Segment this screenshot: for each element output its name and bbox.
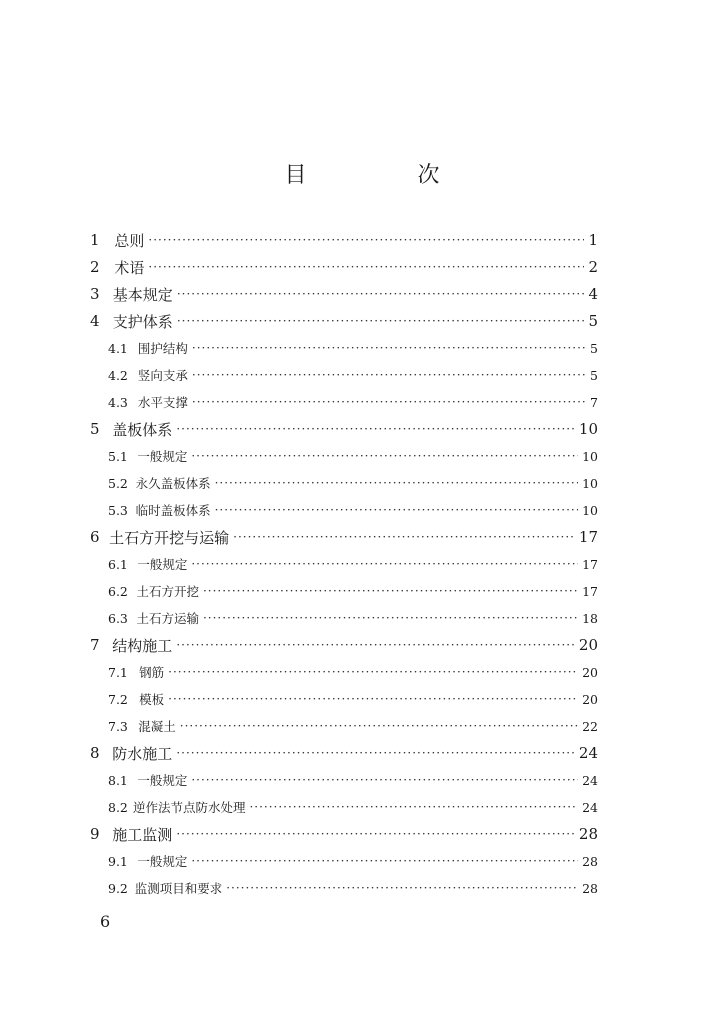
toc-entry-number: 1: [90, 231, 100, 249]
toc-leader-dots: [148, 255, 584, 279]
toc-entry-title: 土石方开挖: [136, 584, 199, 599]
toc-entry-number: 7.3: [108, 718, 128, 734]
toc-entry: [108, 552, 598, 576]
toc-entry-number: 9.2: [108, 880, 128, 896]
toc-entry-number: 5.2: [108, 475, 128, 491]
toc-entry-page: 10: [582, 475, 598, 491]
toc-entry-title: 支护体系: [112, 312, 173, 331]
toc-leader-dots: [215, 471, 578, 495]
toc-entry: [108, 795, 598, 819]
toc-entry-title: 混凝土: [138, 719, 176, 734]
toc-entry-number: 5: [90, 420, 100, 438]
toc-leader-dots: [177, 282, 585, 306]
toc-entry-page: 10: [582, 502, 598, 518]
toc-entry-page: 28: [582, 880, 598, 896]
toc-entry-title: 模板: [139, 692, 165, 707]
toc-entry-title: 施工监测: [112, 825, 173, 844]
page-title: 目 次: [284, 163, 492, 188]
page-number: 6: [100, 912, 111, 931]
toc-entry-number: 4.1: [108, 340, 128, 356]
toc-entry: [108, 336, 598, 360]
toc-entry: [108, 444, 598, 468]
toc-entry: [108, 687, 598, 711]
toc-entry-title: 一般规定: [137, 449, 188, 464]
toc-entry-page: 28: [582, 853, 598, 869]
toc-entry-title: 监测项目和要求: [134, 881, 223, 896]
toc-entry-page: 24: [582, 799, 598, 815]
toc-leader-dots: [168, 687, 578, 711]
toc-leader-dots: [176, 417, 575, 441]
toc-entry-number: 7: [90, 636, 100, 654]
toc-entry-title: 基本规定: [112, 285, 173, 304]
toc-entry: [90, 741, 598, 765]
toc-leader-dots: [177, 309, 585, 333]
toc-entry-page: 22: [582, 718, 598, 734]
toc-entry-number: 4.2: [108, 367, 128, 383]
toc-entry: [90, 822, 598, 846]
toc-entry-number: 5.3: [108, 502, 128, 518]
toc-leader-dots: [191, 552, 578, 576]
toc-entry-page: 2: [588, 258, 598, 276]
toc-entry: [90, 525, 598, 549]
toc-entry-number: 4: [90, 312, 100, 330]
toc-entry-number: 8.2: [108, 799, 128, 815]
toc-entry: [90, 633, 598, 657]
toc-leader-dots: [176, 741, 575, 765]
toc-leader-dots: [192, 336, 586, 360]
toc-leader-dots: [215, 498, 578, 522]
toc-entry-title: 临时盖板体系: [135, 503, 211, 518]
toc-entry-number: 3: [90, 285, 100, 303]
toc-entry-page: 10: [582, 448, 598, 464]
toc-entry-page: 20: [582, 664, 598, 680]
toc-leader-dots: [191, 444, 578, 468]
toc-entry: [108, 579, 598, 603]
toc-entry: [108, 606, 598, 630]
toc-entry-title: 竖向支承: [137, 368, 188, 383]
toc-entry-number: 6: [90, 528, 100, 546]
toc-entry-number: 2: [90, 258, 100, 276]
toc-entry-title: 防水施工: [112, 744, 173, 763]
toc-leader-dots: [180, 714, 578, 738]
toc-leader-dots: [148, 228, 584, 252]
toc-entry-title: 土石方运输: [136, 611, 199, 626]
toc-entry-title: 术语: [114, 258, 145, 277]
toc-entry-title: 围护结构: [137, 341, 188, 356]
toc-entry-page: 24: [582, 772, 598, 788]
toc-entry: [108, 363, 598, 387]
toc-entry: [108, 876, 598, 900]
toc-entry-title: 盖板体系: [112, 420, 173, 439]
toc-entry-page: 1: [588, 231, 598, 249]
toc-entry-page: 20: [578, 636, 598, 654]
toc-entry-title: 土石方开挖与运输: [109, 528, 230, 547]
toc-entry-page: 4: [588, 285, 598, 303]
toc-entry: [108, 714, 598, 738]
toc-entry-number: 4.3: [108, 394, 128, 410]
toc-entry-title: 一般规定: [137, 773, 188, 788]
toc-entry-title: 一般规定: [137, 854, 188, 869]
toc-entry: [108, 849, 598, 873]
toc-entry: [90, 255, 598, 279]
toc-entry-title: 一般规定: [137, 557, 188, 572]
toc-entry: [90, 282, 598, 306]
toc-entry-page: 17: [582, 583, 598, 599]
toc-entry-page: 18: [582, 610, 598, 626]
toc-entry-page: 7: [590, 394, 598, 410]
toc-entry-page: 5: [590, 340, 598, 356]
toc-entry-page: 17: [578, 528, 598, 546]
toc-entry: [90, 309, 598, 333]
toc-entry: [90, 228, 598, 252]
toc-entry-number: 9: [90, 825, 100, 843]
toc-entry-number: 6.1: [108, 556, 128, 572]
toc-leader-dots: [176, 633, 575, 657]
toc-entry: [108, 768, 598, 792]
toc-entry-number: 8: [90, 744, 100, 762]
toc-entry-title: 逆作法节点防水处理: [132, 800, 246, 815]
toc-entry-title: 水平支撑: [137, 395, 188, 410]
toc-entry: [108, 390, 598, 414]
toc-leader-dots: [249, 795, 578, 819]
toc-entry-title: 总则: [114, 231, 145, 250]
toc-entry-number: 8.1: [108, 772, 128, 788]
toc-entry-title: 结构施工: [112, 636, 173, 655]
toc-entry: [108, 498, 598, 522]
toc-leader-dots: [168, 660, 578, 684]
toc-entry: [108, 471, 598, 495]
toc-entry-page: 28: [578, 825, 598, 843]
toc-leader-dots: [203, 579, 578, 603]
toc-entry-title: 钢筋: [139, 665, 165, 680]
toc-leader-dots: [203, 606, 578, 630]
toc-entry-number: 7.1: [108, 664, 128, 680]
toc-entry-number: 5.1: [108, 448, 128, 464]
toc-entry-page: 17: [582, 556, 598, 572]
toc-entry-number: 7.2: [108, 691, 128, 707]
toc-entry-page: 5: [590, 367, 598, 383]
toc-entry-title: 永久盖板体系: [135, 476, 211, 491]
toc-leader-dots: [191, 768, 578, 792]
toc-entry: [108, 660, 598, 684]
toc-entry-number: 9.1: [108, 853, 128, 869]
toc-leader-dots: [176, 822, 575, 846]
toc-entry-page: 24: [578, 744, 598, 762]
toc-leader-dots: [191, 849, 578, 873]
toc-leader-dots: [226, 876, 578, 900]
toc-leader-dots: [233, 525, 575, 549]
toc-entry-page: 20: [582, 691, 598, 707]
toc-leader-dots: [192, 390, 586, 414]
toc-entry: [90, 417, 598, 441]
toc-leader-dots: [192, 363, 586, 387]
toc-entry-number: 6.2: [108, 583, 128, 599]
toc-entry-page: 5: [588, 312, 598, 330]
toc-entry-number: 6.3: [108, 610, 128, 626]
toc-entry-page: 10: [578, 420, 598, 438]
